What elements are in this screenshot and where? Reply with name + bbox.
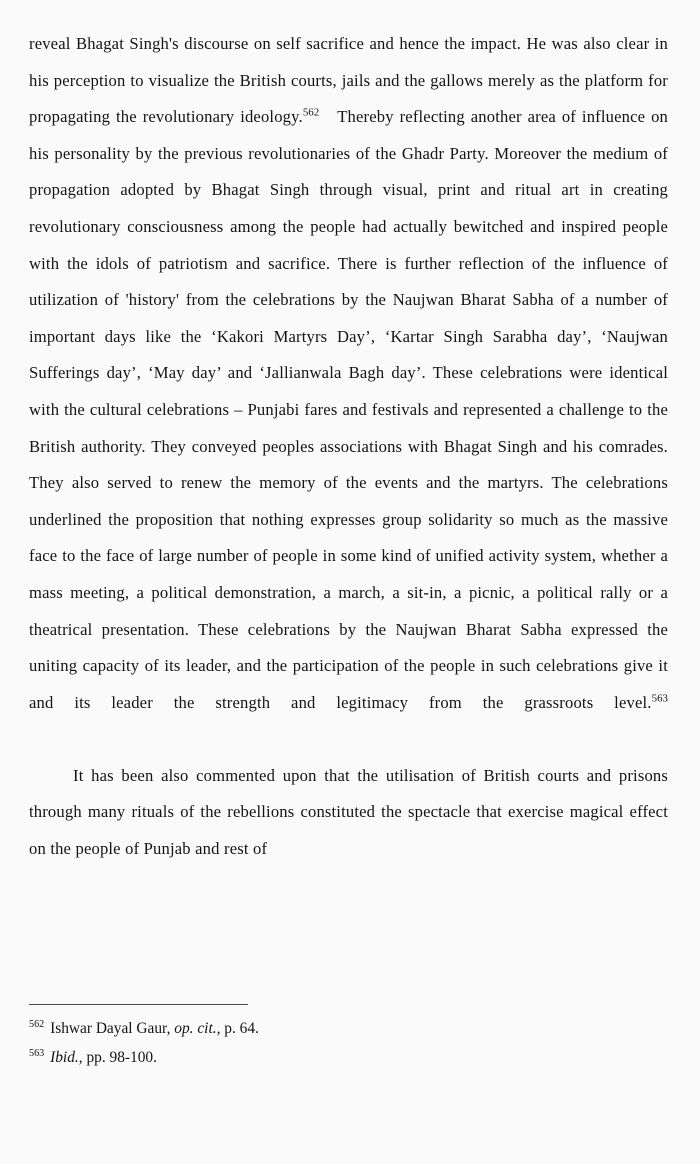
footnote-number: 562 (29, 1018, 45, 1030)
paragraph-2: It has been also commented upon that the utilisation of British courts and prisons through many rituals of the rebellions constituted the spectacle that exercise magical effect on the people of Punjab and rest of (29, 765, 668, 859)
footnote-separator-rule (29, 1004, 248, 1005)
paragraph-1: reveal Bhagat Singh's discourse on self sacrifice and hence the impact. He was also clear in his perception to visualize the British courts, jails and the gallows merely as the platform for propagating the revolutionary ideology.$^{562}$ Thereby reflecting another area of influence on his personality by the previous revolutionaries of the Ghadr Party. Moreover the medium of propagation adopted by Bhagat Singh through visual, print and ritual art in creating revolutionary consciousness among the people had actually bewitched and inspired people with the idols of patriotism and sacrifice. There is further reflection of the influence of utilization of 'history' from the celebrations by the Naujwan Bharat Sabha of a number of important days like the ‘Kakori Martyrs Day’, ‘Kartar Singh Sarabha day’, ‘Naujwan Sufferings day’, ‘May day’ and ‘Jallianwala Bagh day’. These celebrations were identical with the cultural celebrations – Punjabi fares and festivals and represented a challenge to the British authority. They conveyed peoples associations with Bhagat Singh and his comrades. They also served to renew the memory of the events and the martyrs. The celebrations underlined the proposition that nothing expresses group solidarity so much as the massive face to the face of large number of people in some kind of unified activity system, whether a mass meeting, a political demonstration, a march, a sit-in, a picnic, a political rally or a theatrical presentation. These celebrations by the Naujwan Bharat Sabha expressed the uniting capacity of its leader, and the participation of the people in such celebrations give it and its leader the strength and legitimacy from the grassroots level.$^{563}$ (29, 34, 668, 712)
citation-italic: Ibid., (50, 1049, 83, 1066)
footnote-number: 563 (29, 1047, 45, 1059)
footnote-reference[interactable]: 562 (302, 106, 320, 119)
citation-italic: op. cit., (174, 1020, 221, 1037)
footnote-reference[interactable]: 563 (651, 692, 668, 705)
footnote-item: $^{562}$ Ishwar Dayal Gaur, op. cit., p. 64. (29, 1018, 259, 1037)
body-text-column (29, 26, 668, 868)
footnote-block (29, 1004, 668, 1072)
footnote-item: $^{563}$ Ibid., pp. 98-100. (29, 1047, 157, 1066)
